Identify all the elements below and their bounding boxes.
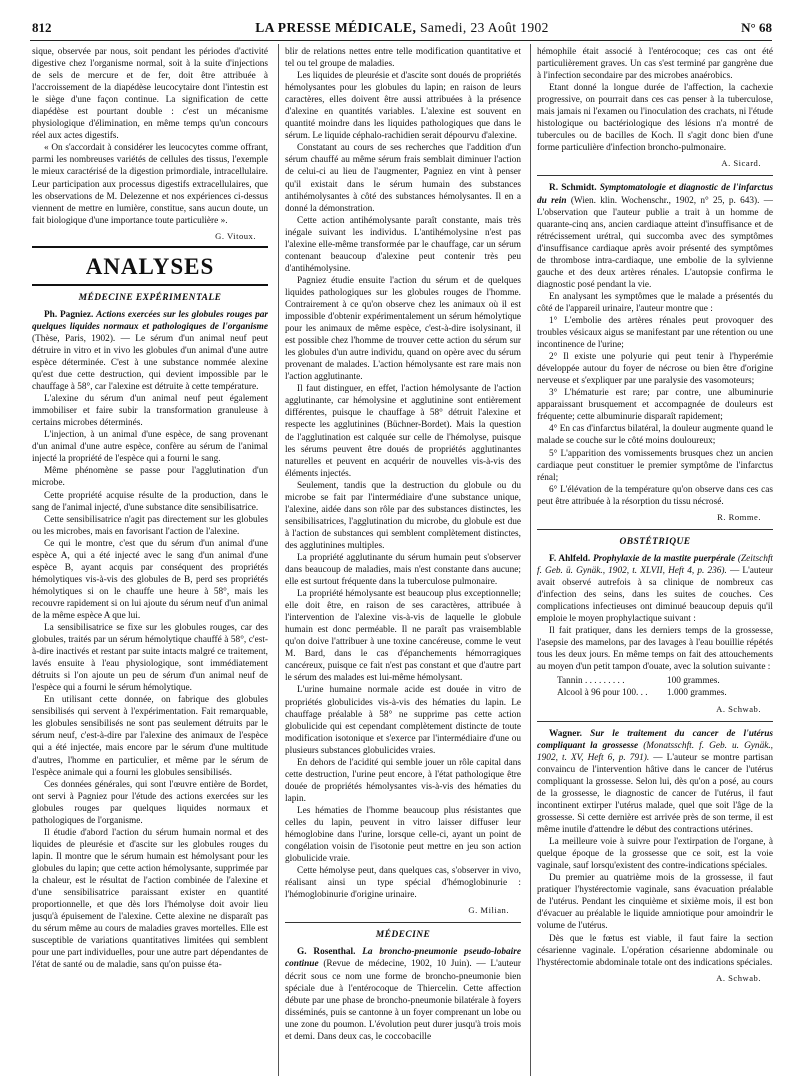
issue-number: N° 68 <box>741 20 772 35</box>
paragraph-text: — L'auteur décrit sous ce nom une forme de broncho-pneumonie bien spéciale due à l'entérocoque de Thiercelin. Cette affection débute par une phase de broncho-pneumonie bilatérale à foyers disséminés, puis se cantonne à un foyer comprenant un lobe ou une zone du poumon. L'évolution peut durer jusqu'à trois mois et demi. Dans deux cas, le coccobacille <box>285 959 521 1042</box>
article-rosenthal-lead <box>285 946 521 1042</box>
paragraph: « On s'accordait à considérer les leucocytes comme offrant, parmi les nombreuses variétés de cellules des tissus, l'exemple le mieux caractérisé de la digestion primordiale, intracellulaire. Leur participation aux processus digestifs extracellulaires, que les observations de M. Delezenne et nos expériences ci-dessus viennent de mettre en lumière, constitue, sans aucun doute, un fait biologique d'une importance toute particulière ». <box>32 143 268 226</box>
journal-name: LA PRESSE MÉDICALE, <box>255 20 417 35</box>
pagniez-paragraphs-cont <box>285 46 521 901</box>
paragraph: Pagniez étudie ensuite l'action du sérum et de quelques liquides pathologiques sur les globules rouges de l'homme. Contrairement à ce qu'on observe chez les animaux où il est impossible d'obtenir expérimentalement un sérum hémolytique pour les animaux de même espèce, c'est-à-dire isolysinant, il est possible chez l'homme de trouver cette action du sérum sur les globules d'un autre individu, quand on opère avec du sérum provenant de malades. L'action hémolysante est rare mais non l'action agglutinante. <box>285 275 521 383</box>
signature: G. Vitoux. <box>215 230 256 241</box>
column-3 <box>537 46 773 1076</box>
signature: G. Milian. <box>468 905 509 916</box>
paragraph-text: — L'auteur avait observé autrefois à sa clinique de nombreux cas d'infection des seins, dans les suites de couches. Ces complications infectieuses ont diminué beaucoup depuis qu'il emploie le moyen prophylactique suivant : <box>537 565 773 625</box>
section-heading: MÉDECINE EXPÉRIMENTALE <box>78 292 222 303</box>
issue-date: Samedi, 23 Août 1902 <box>420 20 549 35</box>
formula-row <box>557 687 773 699</box>
paragraph: sique, observée par nous, soit pendant les périodes d'activité digestive chez l'organisme normal, soit à la suite d'injections de sels de mercure et de fer, doit être attribuée à l'accroissement de la diapédèse leucocytaire dont l'intestin est le siège d'une façon continue. La signification de cette diapédèse est pourtant double : c'est un mécanisme physiologique d'élimination, en même temps qu'un concours réel aux actes digestifs. <box>32 47 268 142</box>
paragraph: L'alexine du sérum d'un animal neuf peut également immobiliser et faire subir la transformation granuleuse à certains microbes déterminés. <box>32 394 268 429</box>
author: F. Ahlfeld. <box>549 553 591 564</box>
section-rule <box>32 246 268 248</box>
reference: (Thèse, Paris, 1902). — <box>32 333 130 344</box>
paragraph: La propriété agglutinante du sérum humain peut s'observer dans beaucoup de maladies, mais n'est constante dans aucune; elle est surtout fréquente dans la tuberculose pulmonaire. <box>285 552 521 588</box>
paragraph: hémophile était associé à l'entérocoque; ces cas ont été particulièrement graves. Un cas s'est terminé par gangrène due à l'infection secondaire par des microbes anaérobics. <box>537 47 773 82</box>
paragraph: L'urine humaine normale acide est douée in vitro de propriétés globulicides vis-à-vis des hématies du lapin. Le chauffage préalable à 58° ne supprime pas cette action globulicide qui est cependant complètement distincte de toute modification isotonique et s'exerce par l'intermédiaire d'une ou plusieurs substances globulicides vraies. <box>285 685 521 756</box>
section-rule <box>537 175 773 176</box>
article-wagner-lead <box>537 728 773 836</box>
schmidt-points <box>537 315 773 508</box>
paragraph: Il étudie d'abord l'action du sérum humain normal et des liquides de pleurésie et d'ascite sur les globules rouges du lapin. Il montre que le sérum humain est hémolysant pour les globules du lapin; que cette action hémolysante, supprimée par la chaleur, est le résultat de l'action combinée de l'alexine et d'une sensibilisatrice paraissant exister en quantité proportionnelle, et que dès lors l'hémolyse doit avoir lieu jusqu'à épuisement de l'alexine. Cette alexine ne disparaît pas du sérum même au cours de maladies graves mortelles. Elle est susceptible de variations quantitatives limitées qui semblent pour une part individuelles, pour une autre part dépendantes de l'état de santé ou de maladie, sans qu'on puisse éta- <box>32 827 268 971</box>
paragraph: 4° En cas d'infarctus bilatéral, la douleur augmente quand le malade se couche sur le côté moins douloureux; <box>537 424 773 447</box>
formula <box>537 675 773 699</box>
pagniez-paragraphs <box>32 393 268 971</box>
page-number: 812 <box>32 20 52 35</box>
paragraph-text: — L'observation que l'auteur publie a trait à un homme de quarante-cinq ans, ancien cardiaque atteint d'insuffisance et de rétrécissement urétral, qui succomba avec des symptômes d'insuffisance cardiaque après avoir présenté des symptômes de thrombose intra-cardiaque, une embolie de la sylvienne gauche et des deux artères rénales. L'autopsie confirma le diagnostic posé pendant la vie. <box>537 195 773 290</box>
signature: R. Romme. <box>717 511 761 522</box>
paragraph: Même phénomène se passe pour l'agglutination d'un microbe. <box>32 466 268 489</box>
column-1 <box>32 46 268 1076</box>
paragraph: 2° Il existe une polyurie qui peut tenir à l'hyperémie développée autour du foyer de nécrose ou bien être d'origine nerveuse et s'expliquer par une paralysie des vasomoteurs; <box>537 352 773 387</box>
paragraph: Ce qui le montre, c'est que du sérum d'un animal d'une espèce A, qui a été injecté avec le sang d'un animal d'une espèce B, ayant acquis par conséquent des propriétés hémolytiques vis-à-vis des globules de B, perd ses propriétés hémolytiques si on le chauffe une heure à 58°, mais les recouvre rapidement si on lui ajoute du sérum neuf d'un animal de la même espèce A que lui. <box>32 538 268 621</box>
article-schmidt-lead <box>537 182 773 290</box>
paragraph: 6° L'élévation de la température qu'on observe dans ces cas peut être attribuée à la résorption du tissu nécrosé. <box>537 484 773 507</box>
formula-row <box>557 675 773 687</box>
reference: (Wien. klin. Wochenschr., 1902, n° 25, p. 643). <box>570 195 760 206</box>
reference: (Zeitschft f. Geb. ü. Gynäk., 1902, t. XLVII, Heft 4, p. 236). <box>537 553 773 576</box>
column-divider <box>530 44 531 1076</box>
journal-title <box>32 20 772 36</box>
paragraph: Dès que le fœtus est viable, il faut faire la section césarienne vaginale. L'opération césarienne abdominale ou l'hystérectomie abdominale totale ont des indications spéciales. <box>537 933 773 968</box>
author: R. Schmidt. <box>549 183 597 194</box>
paragraph: Il faut distinguer, en effet, l'action hémolysante de l'action agglutinante, car hémolysine et agglutinine sont entièrement différentes, puisque le chauffage à 58° détruit l'alexine et respecte les agglutinines (Büchner-Bordet). Mais la question de l'agglutination est calquée sur celle de l'hémolyse, puisque les sérums peuvent être doués de propriétés agglutinantes naturelles et peuvent en acquérir de nouvelles vis-à-vis des éléments injectés. <box>285 384 521 479</box>
author: G. Rosenthal. <box>297 947 356 958</box>
paragraph: En utilisant cette donnée, on fabrique des globules sensibilisés qui servent à l'expérimentation. Fait remarquable, les globules sensibilisés ne sont pas seulement détruits par le sérum neuf, c'est-à-dire par l'alexine des animaux de l'espèce qui a été injectée, mais encore par le sérum d'une multitude d'autres, l'homme en particulier, et même par le sérum de l'espèce animale qui a fourni les globules sensibilisés. <box>32 695 268 778</box>
paragraph: La meilleure voie à suivre pour l'extirpation de l'organe, à quelque époque de la grossesse que ce soit, est la voie vaginale, sauf lorsqu'existent des contre-indications spéciales. <box>537 837 773 872</box>
signature: A. Schwab. <box>716 972 761 983</box>
quantity: 1.000 grammes. <box>667 688 727 699</box>
paragraph: blir de relations nettes entre telle modification quantitative et tel ou tel groupe de maladies. <box>285 47 521 70</box>
article-title: Symptomatologie et diagnostic de l'infarctus du rein <box>537 183 773 206</box>
paragraph-text: — L'auteur se montre partisan convaincu de l'intervention hâtive dans le cancer de l'utérus compliquant la grossesse. Selon lui, dès qu'on a posé, au cours de la grossesse, le diagnostic de cancer de l'utérus, il faut incontinent extirper l'utérus malade, quel que soit l'âge de la grossesse. Si cette dernière est arrivée près de son terme, il est même inutile d'attendre le début des contractions utérines. <box>537 752 773 836</box>
paragraph: 1° L'embolie des artères rénales peut provoquer des troubles vésicaux aigus se manifestant par une rétention ou une incontinence de l'urine; <box>537 315 773 351</box>
section-rule <box>285 922 521 923</box>
column-2 <box>285 46 521 1076</box>
paragraph-text: Le sérum d'un animal neuf peut détruire in vitro et in vivo les globules d'un animal d'une autre espèce déterminée. C'est à une substance nommée alexine qu'est due cette destruction, qui devient impossible par le chauffage à 58°, car l'alexine est détruite à cette température. <box>32 333 268 393</box>
article-title: Actions exercées sur les globules rouges par quelques liquides normaux et pathologiques de l'organisme <box>32 309 268 332</box>
author: Ph. Pagniez. <box>44 309 94 320</box>
paragraph: En dehors de l'acidité qui semble jouer un rôle capital dans cette destruction, l'urine peut encore, à l'état pathologique être douée de propriétés hémolysantes vis-à-vis des hématies du lapin. <box>285 757 521 804</box>
page-header <box>32 20 772 46</box>
article-ahlfeld-lead <box>537 553 773 625</box>
paragraph: Cette propriété acquise résulte de la production, dans le sang de l'animal injecté, d'une substance dite sensibilisatrice. <box>32 490 268 513</box>
paragraph: Il fait pratiquer, dans les derniers temps de la grossesse, l'asepsie des mamelons, par des lavages à l'eau bouillie répétés tous les deux jours. En même temps on fait des attouchements au moyen d'un petit tampon d'ouate, avec la solution suivante : <box>537 626 773 673</box>
paragraph: Cette action antihémolysante paraît constante, mais très inégale suivant les individus. L'antihémolysine n'est pas l'alexine elle-même transformée par le chauffage, car un sérum contenant beaucoup d'alexine peut contenir très peu d'antihémolysine. <box>285 215 521 274</box>
article-title: Sur le traitement du cancer de l'utérus compliquant la grossesse <box>537 728 773 751</box>
paragraph: L'injection, à un animal d'une espèce, de sang provenant d'un animal d'une autre espèce, confère au sérum de l'animal injecté la propriété de l'espèce qui a fourni le sang. <box>32 430 268 465</box>
paragraph: Constatant au cours de ses recherches que l'addition d'un sérum chauffé au même sérum frais semblait diminuer l'action de celui-ci au lieu de l'augmenter, Pagniez en vint à penser qu'il existait dans le sérum humain des substances antihémolysantes à côté des substances hémolysantes. Il en a donné la démonstration. <box>285 143 521 214</box>
article-title: La broncho-pneumonie pseudo-lobaire continue <box>285 947 521 970</box>
analyses-heading: ANALYSES <box>85 253 215 279</box>
paragraph: 3° L'hématurie est rare; par contre, une albuminurie apparaissant brusquement et accompagnée de douleurs est fréquente; cette albuminurie disparaît rapidement; <box>537 388 773 423</box>
paragraph: En analysant les symptômes que le malade a présentés du côté de l'appareil urinaire, l'auteur montre que : <box>537 291 773 314</box>
section-rule <box>32 284 268 286</box>
reference: (Revue de médecine, 1902, 10 Juin). <box>323 959 472 970</box>
signature: A. Sicard. <box>721 158 761 169</box>
paragraph: Cette hémolyse peut, dans quelques cas, s'observer in vivo, réalisant ainsi un type spécial d'hémoglobinurie : l'hémoglobinurie d'origine urinaire. <box>285 866 521 901</box>
signature: A. Schwab. <box>716 703 761 714</box>
paragraph: La sensibilisatrice se fixe sur les globules rouges, car des globules, traités par un sérum hémolytique chauffé à 58°, c'est-à-dire inactivés et restant par suite intacts malgré ce traitement, lavés ensuite à l'eau physiologique, sont immédiatement détruits si l'on ajoute un peu de sérum d'un animal neuf de l'espèce qui a fourni le sérum hémolytique. <box>32 623 268 694</box>
column-divider <box>278 44 279 1076</box>
quantity: 100 grammes. <box>667 676 720 687</box>
section-heading: MÉDECINE <box>375 930 431 941</box>
paragraph: Cette sensibilisatrice n'agit pas directement sur les globules ou les microbes, mais en favorisant l'action de l'alexine. <box>32 514 268 537</box>
paragraph: Les liquides de pleurésie et d'ascite sont doués de propriétés hémolysantes pour les globules du lapin; en raison de leurs caractères, elles doivent être aussi attribuées à la présence d'alexine en quantités variables. L'alexine est souvent en quantité moindre dans les liquides pathologiques que dans le sérum. Le liquide céphalo-rachidien serait dépourvu d'alexine. <box>285 71 521 142</box>
paragraph: Etant donné la longue durée de l'affection, la cachexie progressive, on pourrait dans ces cas penser à la tuberculose, mais jamais ni l'examen ou l'inoculation des crachats, ni l'étude histologique ou bactériologique des lésions n'a montré de tubercules ou de bacilles de Koch. Il s'agit donc bien d'une forme particulière d'infection broncho-pulmonaire. <box>537 83 773 154</box>
paragraph: Du premier au quatrième mois de la grossesse, il faut pratiquer l'hystérectomie vaginale, sans évacuation préalable de l'utérus. Pendant les cinquième et sixième mois, il est bon d'évacuer au préalable le liquide amniotique pour amoindrir le volume de l'utérus. <box>537 873 773 932</box>
paragraph: Les hématies de l'homme beaucoup plus résistantes que celles du lapin, peuvent in vitro laisser diffuser leur hémoglobine dans l'urine, lorsque celle-ci, ayant un point de congélation voisin de l'isotonie peut mettre en jeu son action globulicide vraie. <box>285 805 521 865</box>
article-pagniez-lead <box>32 309 268 393</box>
paragraph: Ces données générales, qui sont l'œuvre entière de Bordet, ont servi à Pagniez pour l'étude des actions exercées sur les globules rouges par quelques liquides normaux et pathologiques de l'organisme. <box>32 779 268 826</box>
paragraph: La propriété hémolysante est beaucoup plus exceptionnelle; elle doit être, en raison de ses caractères, attribuée à l'intervention de l'alexine vis-à-vis de laquelle le globule humain est donc perméable. Il ne paraît pas vraisemblable qu'on doive l'attribuer à une toxine cancéreuse, comme le veut M. Bard, dans le cas d'épanchements hémorragiques cancéreux, puisque ce fait n'est pas constant et que d'autre part le sérum des malades est lui-même hémolysant. <box>285 589 521 684</box>
article-title: Prophylaxie de la mastite puerpérale <box>592 553 736 564</box>
section-rule <box>537 529 773 530</box>
section-heading: OBSTÉTRIQUE <box>619 536 691 547</box>
ingredient: Alcool à 96 pour 100. . . <box>557 688 648 699</box>
reference: (Monatsschft. f. Geb. u. Gynäk., 1902, t. XV, Heft 6, p. 791). <box>537 740 773 763</box>
author: Wagner. <box>549 728 582 739</box>
paragraph: Seulement, tandis que la destruction du globule ou du microbe se fait par l'intermédiaire d'une substance unique, l'alexine, aidée dans son rôle par des substances distinctes, les sensibilisatrices, l'agglutination du microbe, du globule est due à l'action de substances qui semblent complètement distinctes, des agglutinines multiples. <box>285 480 521 551</box>
section-rule <box>537 721 773 722</box>
paragraph: 5° L'apparition des vomissements brusques chez un ancien cardiaque peut constituer le premier symptôme de l'infarctus rénal; <box>537 448 773 483</box>
header-rule <box>30 40 772 41</box>
ingredient: Tannin . . . . . . . . . <box>557 676 625 687</box>
